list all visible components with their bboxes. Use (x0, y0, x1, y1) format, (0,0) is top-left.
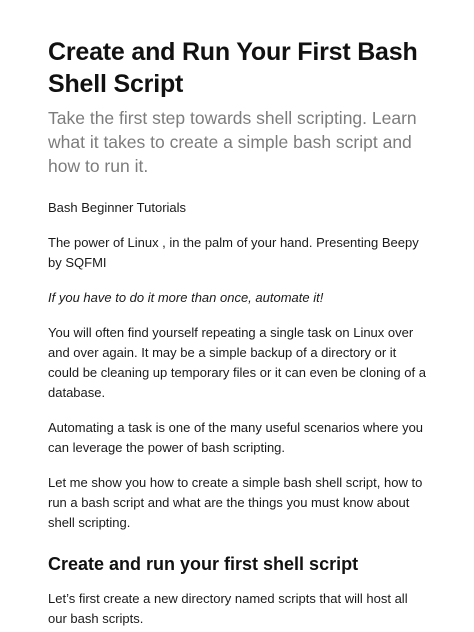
body-paragraph-1: You will often find yourself repeating a single task on Linux over and over again. It may be a simple backup of a directory or it could be cleaning up temporary files or it can even be cloning of a database. (48, 325, 426, 400)
page-subtitle: Take the first step towards shell scripting. Learn what it takes to create a simple bash script and how to run it. (48, 108, 417, 176)
promo-text: The power of Linux , in the palm of your hand. Presenting Beepy by SQFMI (48, 235, 419, 270)
section-paragraph: Let’s first create a new directory named scripts that will host all our bash scripts. (48, 591, 408, 626)
quote-text: If you have to do it more than once, automate it! (48, 290, 324, 305)
page-title: Create and Run Your First Bash Shell Script (48, 38, 418, 98)
body-paragraph-3: Let me show you how to create a simple bash shell script, how to run a bash script and what are the things you must know about shell scripting. (48, 475, 423, 530)
category-link[interactable]: Bash Beginner Tutorials (48, 200, 187, 215)
body-paragraph-2: Automating a task is one of the many useful scenarios where you can leverage the power of bash scripting. (48, 420, 424, 455)
section-heading: Create and run your first shell script (48, 554, 359, 574)
